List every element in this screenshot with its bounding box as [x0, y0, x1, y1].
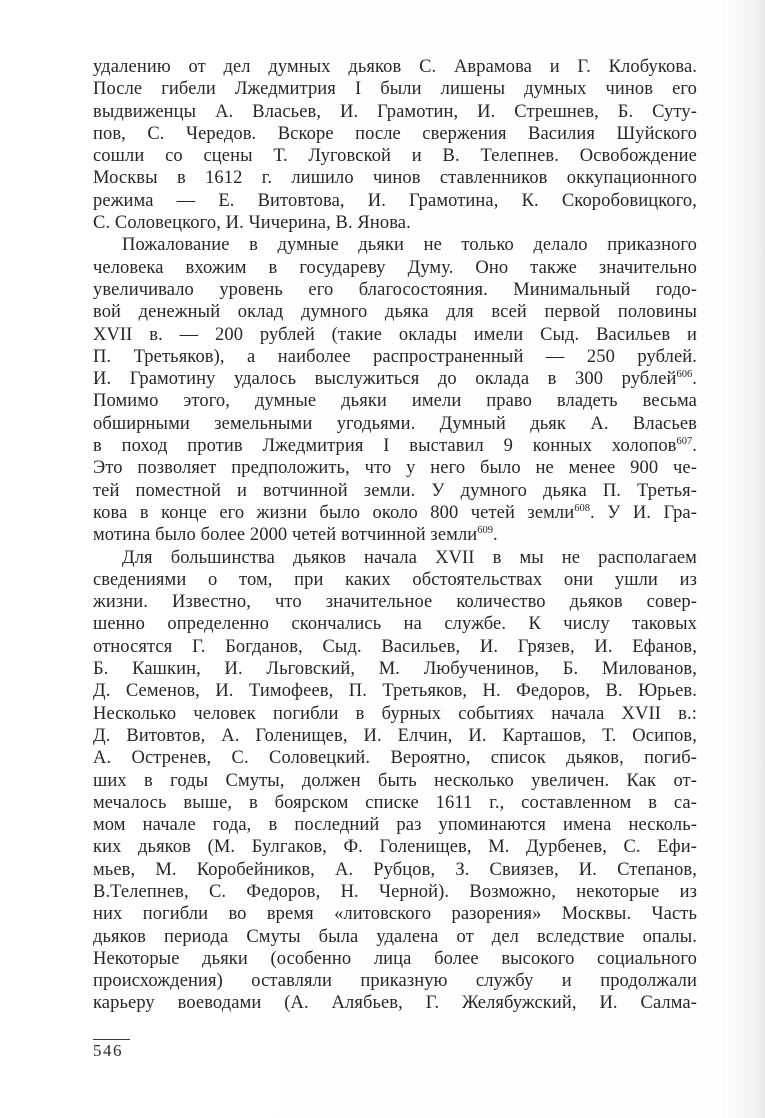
text-line: Некоторые дьяки (особенно лица более высокого социального [93, 948, 697, 969]
text-line: И. Грамотину удалось выслужиться до оклада в 300 рублей$^{606}$. [93, 369, 697, 390]
text-line: них погибли во время «литовского разорения» Москвы. Часть [93, 904, 697, 925]
page-number: 546 [93, 1041, 123, 1060]
footnote-ref: 606 [676, 369, 693, 380]
text-line: кова в конце его жизни было около 800 четей земли$^{608}$. У И. Гра- [93, 502, 697, 523]
footnote-ref: 607 [676, 435, 693, 447]
text-line: тей поместной и вотчинной земли. У думного дьяка П. Третья- [93, 480, 697, 501]
text-column [93, 56, 697, 1015]
text-line: вой денежный оклад думного дьяка для всей первой половины [93, 302, 697, 323]
footnote-ref: 608 [574, 502, 591, 514]
text-line: пов, С. Чередов. Вскоре после свержения Василия Шуйского [93, 123, 697, 144]
text-line: Б. Кашкин, И. Льговский, М. Любученинов, Б. Милованов, [93, 659, 697, 680]
paragraph [93, 547, 697, 1015]
paragraph [93, 56, 697, 234]
text-line: мечалось выше, в боярском списке 1611 г., составленном в са- [93, 792, 697, 813]
footnote-ref: 609 [477, 525, 494, 537]
text-line: шенно определенно скончались на службе. К числу таковых [93, 614, 697, 635]
text-line: Это позволяет предположить, что у него было не менее 900 че- [93, 458, 697, 479]
text-line: Несколько человек погибли в бурных событиях начала XVII в.: [93, 703, 697, 724]
text-line: Для большинства дьяков начала XVII в мы не располагаем [122, 547, 697, 568]
text-line: мьев, М. Коробейников, А. Рубцов, З. Свиязев, И. Степанов, [93, 859, 697, 880]
text-line: жизни. Известно, что значительное количество дьяков совер- [93, 592, 697, 613]
text-line: обширными земельными угодьями. Думный дьяк А. Власьев [93, 413, 697, 434]
footer-rule [93, 1039, 130, 1040]
text-line: увеличивало уровень его благосостояния. Минимальный годо- [93, 279, 697, 300]
text-line: С. Соловецкого, И. Чичерина, В. Янова. [93, 213, 411, 234]
text-line: мотина было более 2000 четей вотчинной земли$^{609}$. [93, 525, 498, 546]
text-line: режима — Е. Витовтова, И. Грамотина, К. Скоробовицкого, [93, 190, 697, 211]
text-line: удалению от дел думных дьяков С. Аврамова и Г. Клобукова. [93, 57, 697, 77]
text-line: XVII в. — 200 рублей (такие оклады имели Сыд. Васильев и [93, 324, 697, 345]
text-line: происхождения) оставляли приказную службу и продолжали [93, 971, 697, 992]
text-line: сведениями о том, при каких обстоятельствах они ушли из [93, 569, 697, 590]
text-line: относятся Г. Богданов, Сыд. Васильев, И. Грязев, И. Ефанов, [93, 636, 697, 657]
text-line: в поход против Лжедмитрия I выставил 9 конных холопов$^{607}$. [93, 435, 697, 457]
text-line: сошли со сцены Т. Луговской и В. Телепнев. Освобождение [93, 146, 697, 167]
text-line: Помимо этого, думные дьяки имели право владеть весьма [93, 391, 697, 412]
text-line: П. Третьяков), а наиболее распространенный — 250 рублей. [93, 346, 697, 367]
text-line: После гибели Лжедмитрия I были лишены думных чинов его [93, 79, 697, 100]
text-line: В.Телепнев, С. Федоров, Н. Черной). Возможно, некоторые из [93, 881, 697, 902]
page-footer [93, 1039, 130, 1061]
text-line: Д. Витовтов, А. Голенищев, И. Елчин, И. Карташов, Т. Осипов, [93, 725, 697, 746]
paragraph [93, 234, 697, 546]
text-line: ких дьяков (М. Булгаков, Ф. Голенищев, М. Дурбенев, С. Ефи- [93, 837, 697, 858]
text-line: выдвиженцы А. Власьев, И. Грамотин, И. Стрешнев, Б. Суту- [93, 101, 697, 122]
text-line: мом начале года, в последний раз упоминаются имена несколь- [93, 815, 697, 836]
text-line: Д. Семенов, И. Тимофеев, П. Третьяков, Н. Федоров, В. Юрьев. [93, 681, 697, 702]
text-line: Пожалование в думные дьяки не только делало приказного [122, 235, 697, 256]
text-line: карьеру воеводами (А. Алябьев, Г. Желябужский, И. Салма- [93, 993, 697, 1014]
text-line: А. Остренев, С. Соловецкий. Вероятно, список дьяков, погиб- [93, 748, 697, 769]
text-line: человека вхожим в государеву Думу. Оно также значительно [93, 257, 697, 278]
text-line: Москвы в 1612 г. лишило чинов ставленников оккупационного [93, 168, 697, 189]
text-line: дьяков периода Смуты была удалена от дел вследствие опалы. [93, 926, 697, 947]
text-line: ших в годы Смуты, должен быть несколько увеличен. Как от- [93, 770, 697, 791]
